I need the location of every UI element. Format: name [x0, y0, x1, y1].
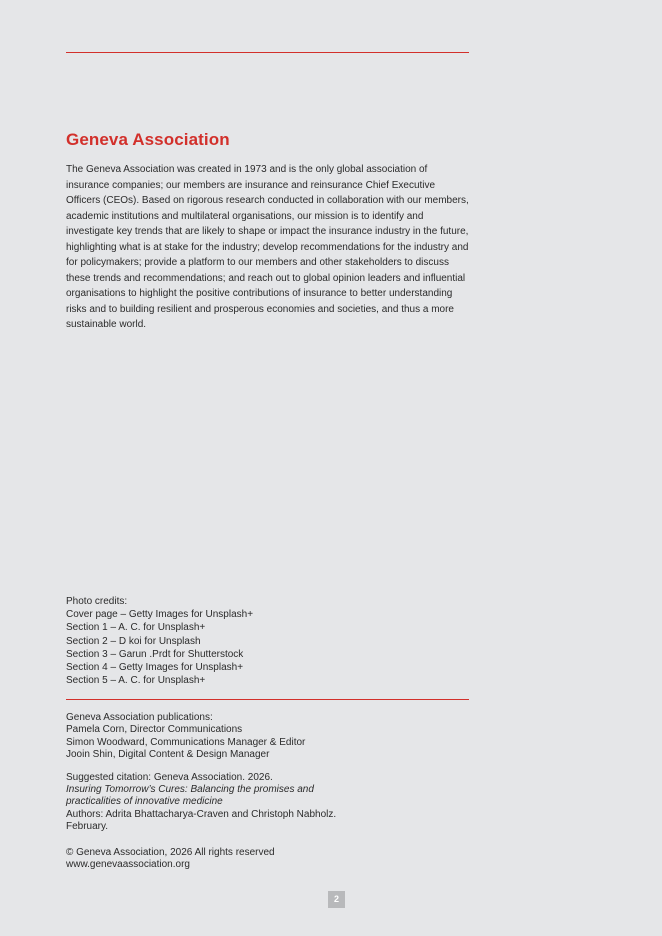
photo-credit-line: Section 4 – Getty Images for Unsplash+: [66, 662, 244, 674]
citation-month: February.: [66, 820, 109, 832]
citation-authors: Authors: Adrita Bhattacharya-Craven and Christoph Nabholz.: [66, 808, 337, 820]
citation-intro: Suggested citation: Geneva Association. 2026.: [66, 772, 273, 783]
publications-heading: Geneva Association publications:: [66, 712, 213, 723]
publications-staff: [66, 712, 486, 761]
photo-credit-line: Section 2 – D koi for Unsplash: [66, 635, 201, 647]
photo-credits: [66, 595, 486, 687]
staff-line: Pamela Corn, Director Communications: [66, 724, 243, 736]
photo-credit-line: Cover page – Getty Images for Unsplash+: [66, 609, 254, 621]
about-paragraph: The Geneva Association was created in 1973 and is the only global association of insurance companies; our members are insurance and reinsurance Chief Executive Officers (CEOs). Based on rigorous research conducted in collaboration with our members, academic institutions and multilateral organisations, our mission is to identify and investigate key trends that are likely to shape or impact the insurance industry in the future, highlighting what is at stake for the industry; develop recommendations for the industry and for policymakers; provide a platform to our members and other stakeholders to discuss these trends and recommendations; and reach out to global opinion leaders and influential organisations to highlight the positive contributions of insurance to better understanding risks and to building resilient and prosperous economies and societies, and thus a more sustainable world.: [66, 164, 469, 330]
photo-credits-heading: Photo credits:: [66, 596, 128, 607]
section-title: Geneva Association: [66, 130, 230, 149]
photo-credit-line: Section 1 – A. C. for Unsplash+: [66, 622, 206, 634]
photo-credit-line: Section 5 – A. C. for Unsplash+: [66, 675, 206, 687]
suggested-citation: [66, 772, 486, 833]
staff-line: Simon Woodward, Communications Manager & Editor: [66, 736, 306, 748]
staff-line: Jooin Shin, Digital Content & Design Manager: [66, 748, 270, 760]
page-number: 2: [328, 891, 345, 908]
citation-title: Insuring Tomorrow’s Cures: Balancing the promises and: [66, 784, 314, 796]
photo-credit-line: Section 3 – Garun .Prdt for Shutterstock: [66, 648, 244, 660]
copyright-block: [66, 847, 486, 872]
citation-title-continued: practicalities of innovative medicine: [66, 796, 223, 808]
website-link[interactable]: www.genevaassociation.org: [66, 859, 190, 871]
credits-divider: [66, 699, 469, 700]
copyright-notice: © Geneva Association, 2026 All rights reserved: [66, 847, 275, 858]
top-divider: [66, 52, 469, 53]
